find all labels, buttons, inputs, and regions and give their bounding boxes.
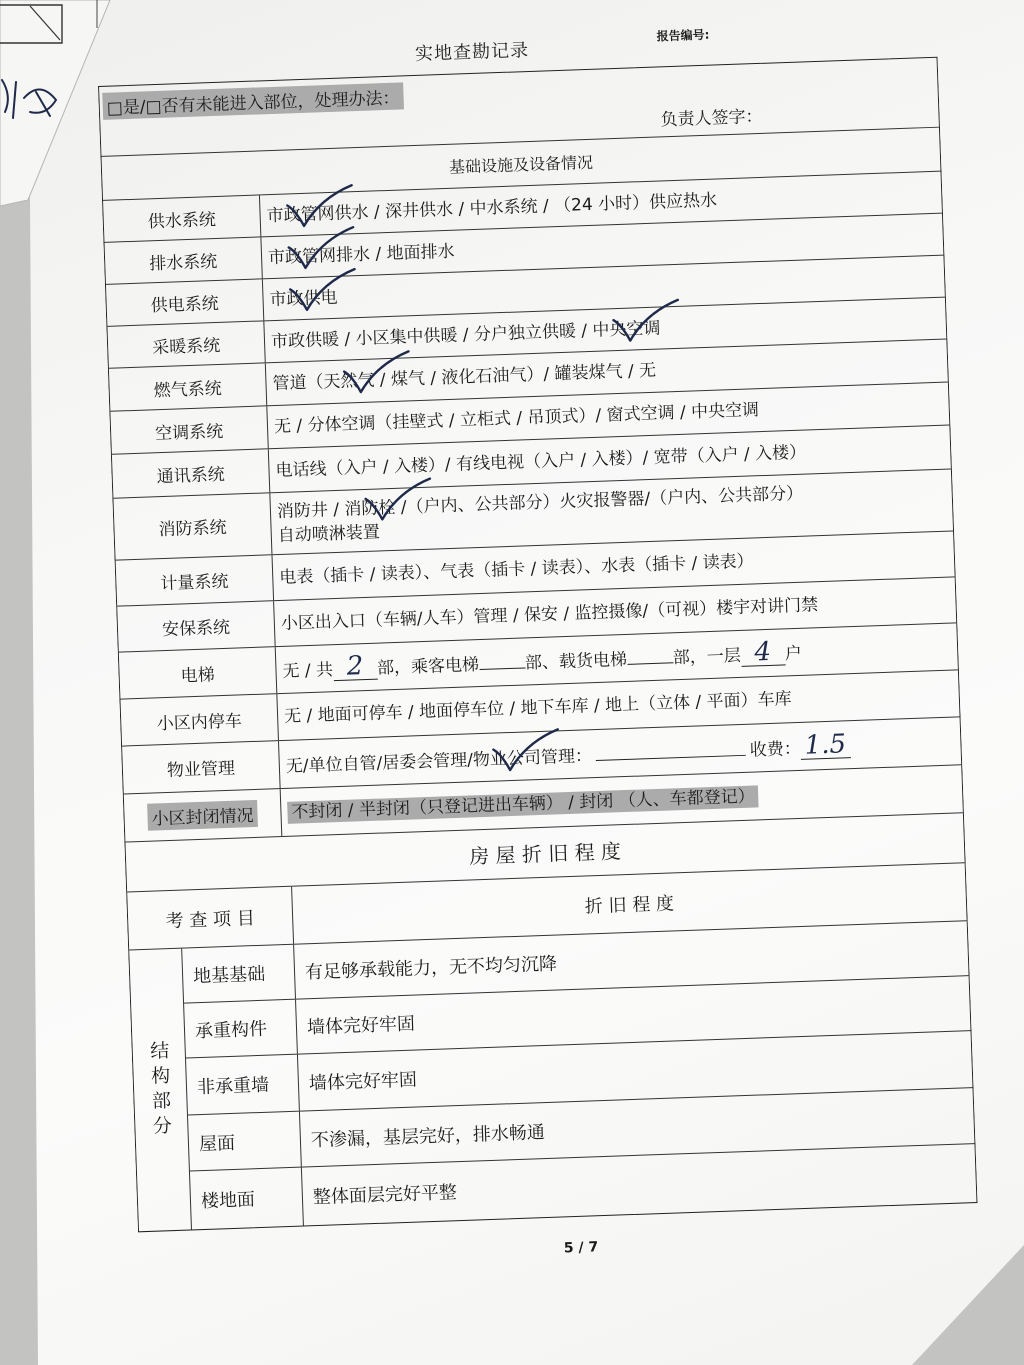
option-segment (284, 689, 792, 727)
facility-label-cell (104, 237, 262, 283)
option-segment (344, 497, 396, 519)
option-text: 部、载货电梯 (524, 649, 628, 674)
facility-label: 小区内停车 (156, 710, 243, 734)
depreciation-degree: 不渗漏，基层完好，排水畅通 (310, 1121, 546, 1151)
signature-label: 负责人签字： (660, 106, 763, 131)
option-segment (368, 190, 717, 222)
inspection-item-cell (188, 1112, 302, 1171)
option-segment (473, 746, 593, 770)
option-text: 市政供电 (269, 287, 338, 310)
facility-options (272, 359, 656, 396)
form-table (98, 57, 978, 1233)
option-text: 无/单位自管/居委会管理/ (285, 749, 474, 777)
facility-options (266, 188, 717, 228)
structure-group (129, 921, 976, 1231)
depreciation-degree: 有足够承载能力，无不均匀沉降 (304, 953, 558, 984)
facility-label-cell (107, 321, 265, 367)
option-segment (374, 361, 656, 391)
option-segment (277, 522, 380, 546)
form-title: 实地查勘记录 (414, 39, 530, 65)
option-text: 自动喷淋装置 (277, 521, 381, 546)
facility-options (274, 398, 760, 439)
inspection-item: 楼地面 (200, 1189, 256, 1213)
option-text: 部，乘客电梯 (376, 655, 480, 679)
option-text: 部，一层 (672, 645, 742, 669)
option-segment (784, 644, 802, 665)
facilities-title-text: 基础设施及设备情况 (448, 152, 594, 177)
depreciation-degree: 墙体完好牢固 (306, 1013, 416, 1039)
option-segment (395, 483, 803, 517)
facility-options (275, 440, 806, 483)
facility-options (269, 285, 338, 311)
facility-label-cell (112, 449, 270, 497)
option-segment (271, 320, 593, 351)
item-column-header (127, 887, 294, 950)
facility-label: 通讯系统 (156, 464, 226, 488)
facility-options (284, 687, 792, 729)
facility-label: 小区封闭情况 (147, 800, 258, 831)
option-segment (287, 786, 759, 822)
option-segment (281, 595, 819, 634)
option-segment (673, 646, 742, 668)
facility-label: 计量系统 (160, 571, 229, 595)
option-text: 电表（插卡 / 读表）、气表（插卡 / 读表）、水表（插卡 / 读表） (278, 550, 754, 588)
group-name: 结构部分 (146, 1039, 173, 1141)
facility-label-cell (109, 363, 267, 410)
option-segment (282, 660, 333, 682)
option-text: 市政管网排水 (267, 244, 371, 268)
report-number-label: 报告编号: (656, 27, 710, 44)
facility-label: 物业管理 (166, 758, 236, 782)
option-segment (370, 241, 455, 264)
option-text: 消防井 / (276, 499, 345, 522)
option-text: / 地面排水 (369, 241, 455, 265)
option-text: 无 / 地面可停车 / 地面停车位 / 地下车库 / 地上（立体 / 平面）车库 (283, 689, 792, 727)
option-text: / 深井供水 / 中水系统 / （24 小时）供应热水 (368, 189, 718, 223)
option-segment (740, 636, 785, 668)
facility-options (280, 593, 818, 636)
inspection-item-cell (190, 1168, 304, 1230)
facility-options (287, 784, 759, 824)
depreciation-degree: 整体面层完好平整 (312, 1182, 458, 1209)
option-text: 物业公司管理： (472, 745, 593, 770)
inspection-item-cell (186, 1055, 300, 1115)
facility-options (277, 481, 805, 547)
facility-label: 采暖系统 (151, 335, 221, 359)
option-segment (268, 244, 371, 268)
option-segment (275, 442, 806, 481)
option-text: 小区出入口（车辆/人车）管理 / 保安 / 监控摄像/（可视）楼宇对讲门禁 (280, 594, 819, 634)
inspection-item: 非承重墙 (196, 1074, 270, 1099)
option-text: 电话线（入户 / 入楼）/ 有线电视（入户 / 入楼）/ 宽带（入户 / 入楼） (275, 442, 807, 481)
inspection-item-cell (182, 945, 296, 1003)
option-text: 不封闭 / 半封闭（只登记进出车辆） / 封闭 （人、车都登记） (287, 785, 759, 823)
facility-label: 排水系统 (148, 251, 218, 275)
handwritten-value: 1.5 (800, 731, 850, 760)
facility-label: 空调系统 (154, 421, 224, 444)
option-segment (274, 400, 760, 437)
blank-underline (479, 652, 526, 670)
option-segment (286, 750, 474, 777)
blank-underline (595, 739, 745, 760)
option-segment (377, 655, 480, 679)
option-segment (749, 738, 801, 760)
handwritten-value: 2 (333, 653, 378, 682)
option-segment (266, 202, 369, 226)
option-text: /（户内、公共部分）火灾报警器/（户内、公共部分） (395, 483, 804, 518)
option-text: 收费： (749, 738, 802, 761)
facility-label-cell (113, 493, 272, 559)
option-segment (525, 650, 628, 674)
group-items (182, 921, 976, 1229)
inspection-item: 屋面 (198, 1132, 236, 1155)
option-text: 天然气 (323, 370, 375, 393)
facility-label-cell (124, 789, 283, 841)
facility-label-cell (103, 195, 261, 241)
option-text: 管道（ (272, 372, 324, 395)
inspection-item: 地基基础 (192, 963, 266, 988)
facility-options (282, 638, 802, 684)
item-column-header-text: 考 查 项 目 (165, 907, 256, 932)
option-segment (279, 551, 754, 588)
inaccessible-parts-question: □是/□否有未能进入部位，处理办法： (102, 82, 404, 119)
option-segment (323, 371, 375, 393)
facility-label-cell (106, 279, 264, 325)
option-segment (333, 651, 378, 682)
option-segment (269, 287, 338, 309)
facility-options (279, 549, 754, 590)
facility-label: 安保系统 (161, 617, 231, 641)
option-text: 户 (784, 643, 803, 665)
facility-label: 供电系统 (150, 293, 220, 317)
option-text: 消防栓 (344, 497, 396, 520)
facility-label-cell (116, 555, 274, 605)
facility-label: 供水系统 (147, 209, 217, 233)
option-text: 无 / 共 (282, 660, 334, 682)
facility-label-cell (110, 406, 268, 453)
facility-options (271, 316, 661, 354)
facility-label-cell (119, 647, 278, 698)
facility-label: 消防系统 (158, 517, 227, 541)
survey-form (96, 12, 979, 1291)
option-text: 中央空调 (592, 318, 661, 341)
degree-column-header-text: 折 旧 程 度 (584, 892, 675, 918)
option-text: 无 / 分体空调（挂壁式 / 立柜式 / 吊顶式）/ 窗式空调 / 中央空调 (273, 400, 760, 438)
option-text: 市政供暖 / 小区集中供暖 / 分户独立供暖 / (270, 320, 593, 352)
inspection-item: 承重构件 (194, 1018, 268, 1043)
facility-label: 燃气系统 (153, 378, 222, 401)
page-number: 5 / 7 (563, 1239, 599, 1257)
facility-label-cell (117, 601, 275, 651)
option-segment (272, 372, 324, 394)
option-text: / 煤气 / 液化石油气）/ 罐装煤气 / 无 (374, 360, 657, 391)
blank-underline (627, 647, 674, 665)
facility-rows (103, 172, 963, 843)
option-segment (800, 728, 850, 761)
inspection-item-cell (184, 1000, 298, 1058)
facility-label: 电梯 (180, 664, 215, 686)
option-text: 市政管网供水 (266, 202, 369, 226)
facility-label-cell (122, 741, 281, 793)
option-segment (277, 499, 345, 521)
facility-options (268, 239, 455, 269)
group-name-cell (129, 949, 192, 1232)
depreciation-title-text: 房 屋 折 旧 程 度 (468, 839, 622, 869)
handwritten-value: 4 (740, 638, 785, 667)
option-segment (592, 318, 661, 340)
depreciation-degree: 墙体完好牢固 (308, 1069, 418, 1095)
facility-label-cell (120, 694, 279, 745)
overlapping-sheet (0, 0, 112, 210)
